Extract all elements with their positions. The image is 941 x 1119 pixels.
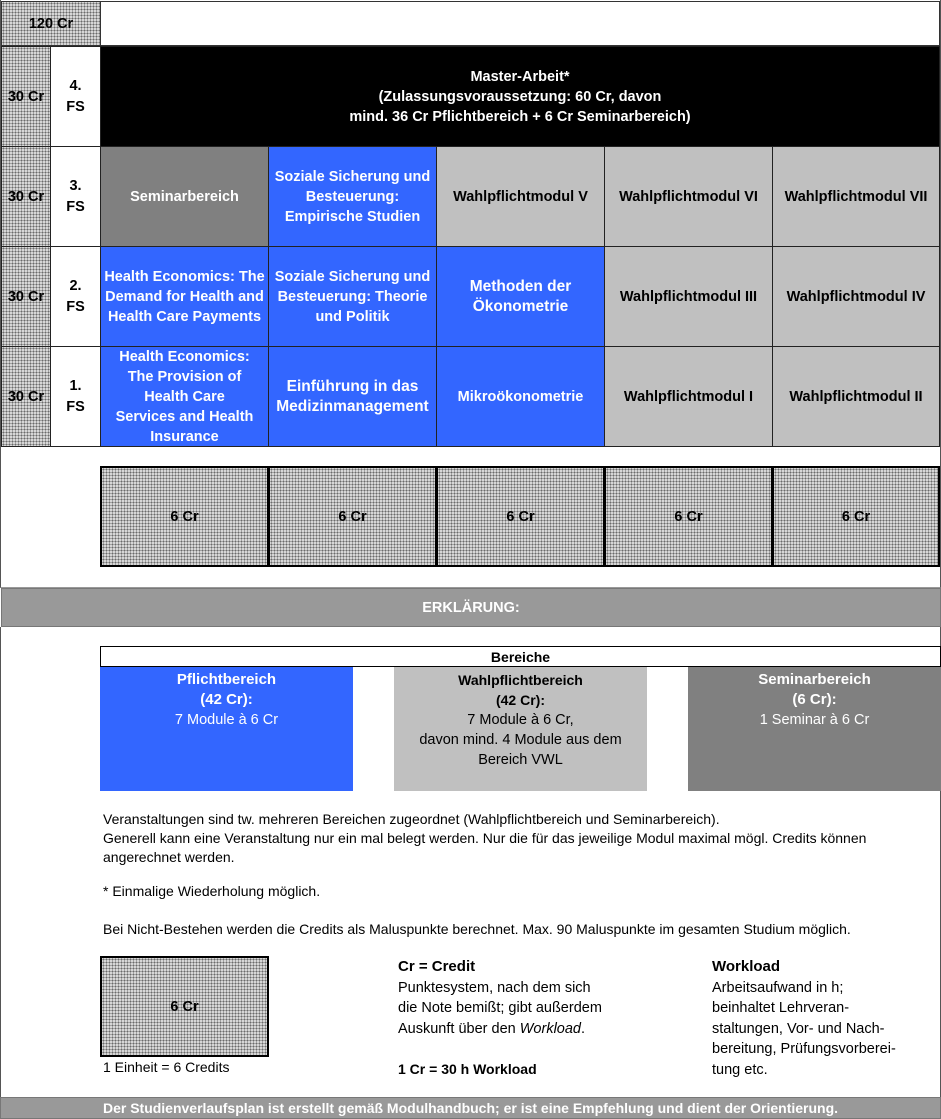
unit-box: 6 Cr bbox=[436, 466, 605, 567]
workload-line-2: beinhaltet Lehrveran- bbox=[712, 1000, 850, 1016]
credit-line-3: Auskunft über den Workload. bbox=[398, 1020, 586, 1037]
workload-line-5: tung etc. bbox=[712, 1061, 768, 1078]
note-1: Veranstaltungen sind tw. mehreren Bereichen zugeordnet (Wahlpflichtbereich und Seminarbereich). bbox=[103, 811, 720, 827]
module-wahlpflicht-7: Wahlpflichtmodul VII bbox=[772, 146, 940, 247]
unit-box: 6 Cr bbox=[268, 466, 437, 567]
area-wahlpflicht-desc-3: Bereich VWL bbox=[478, 752, 563, 768]
area-seminar-credits: (6 Cr): bbox=[792, 691, 837, 708]
module-mikrooekonometrie: Mikroökonometrie bbox=[436, 346, 605, 447]
semester-4-label: 4. FS bbox=[50, 46, 101, 147]
area-wahlpflicht-title: Wahlpflichtbereich bbox=[458, 672, 583, 688]
area-wahlpflicht bbox=[394, 667, 647, 791]
workload-definition bbox=[712, 957, 896, 1080]
semester-2-credits: 30 Cr bbox=[1, 246, 51, 347]
credit-definition bbox=[398, 957, 602, 1080]
areas-title: Bereiche bbox=[100, 646, 941, 667]
module-wahlpflicht-5: Wahlpflichtmodul V bbox=[436, 146, 605, 247]
area-pflicht-credits: (42 Cr): bbox=[200, 691, 253, 708]
unit-box: 6 Cr bbox=[100, 466, 269, 567]
module-wahlpflicht-2: Wahlpflichtmodul II bbox=[772, 346, 940, 447]
note-malus: Bei Nicht-Bestehen werden die Credits als Maluspunkte berechnet. Max. 90 Maluspunkte im gesamten Studium möglich. bbox=[103, 921, 851, 937]
module-health-economics-provision: Health Economics: The Provision of Health Care Services and Health Insurance bbox=[100, 346, 269, 447]
module-wahlpflicht-1: Wahlpflichtmodul I bbox=[604, 346, 773, 447]
total-credits: 120 Cr bbox=[1, 1, 101, 46]
semester-2-label: 2. FS bbox=[50, 246, 101, 347]
module-methoden-oekonometrie: Methoden der Ökonometrie bbox=[436, 246, 605, 347]
area-pflicht-title: Pflichtbereich bbox=[176, 671, 277, 688]
area-seminar bbox=[688, 667, 941, 791]
master-thesis-prereq: (Zulassungsvoraussetzung: 60 Cr, davon bbox=[378, 88, 662, 105]
module-wahlpflicht-4: Wahlpflichtmodul IV bbox=[772, 246, 940, 347]
legend-unit-caption: 1 Einheit = 6 Credits bbox=[103, 1059, 230, 1075]
explanation-header: ERKLÄRUNG: bbox=[1, 588, 941, 627]
module-medizinmanagement: Einführung in das Medizinmanagement bbox=[268, 346, 437, 447]
legend-unit-box: 6 Cr bbox=[100, 956, 269, 1057]
master-thesis-title: Master-Arbeit* bbox=[470, 68, 570, 85]
area-wahlpflicht-desc-2: davon mind. 4 Module aus dem bbox=[419, 732, 622, 748]
unit-box: 6 Cr bbox=[772, 466, 940, 567]
area-seminar-desc: 1 Seminar à 6 Cr bbox=[759, 712, 870, 728]
top-empty-cell bbox=[100, 1, 940, 46]
note-2: Generell kann eine Veranstaltung nur ein mal belegt werden. Nur die für das jeweilige Modul maximal mögl. Credits können bbox=[103, 830, 867, 846]
credit-line-1: Punktesystem, nach dem sich bbox=[398, 979, 591, 996]
workload-line-4: bereitung, Prüfungsvorberei- bbox=[712, 1041, 896, 1057]
credit-formula: 1 Cr = 30 h Workload bbox=[398, 1061, 537, 1077]
module-soziale-sicherung-empirisch: Soziale Sicherung und Besteuerung: Empirische Studien bbox=[268, 146, 437, 247]
semester-3-credits: 30 Cr bbox=[1, 146, 51, 247]
note-3: angerechnet werden. bbox=[103, 849, 235, 865]
note-asterisk: * Einmalige Wiederholung möglich. bbox=[103, 883, 321, 899]
credit-title: Cr = Credit bbox=[398, 958, 476, 975]
master-thesis-prereq-detail: mind. 36 Cr Pflichtbereich + 6 Cr Seminarbereich) bbox=[349, 108, 691, 125]
area-pflicht bbox=[100, 667, 353, 791]
semester-4-credits: 30 Cr bbox=[1, 46, 51, 147]
workload-line-1: Arbeitsaufwand in h; bbox=[712, 979, 844, 996]
module-wahlpflicht-6: Wahlpflichtmodul VI bbox=[604, 146, 773, 247]
workload-line-3: staltungen, Vor- und Nach- bbox=[712, 1020, 885, 1037]
semester-1-credits: 30 Cr bbox=[1, 346, 51, 447]
credit-line-2: die Note bemißt; gibt außerdem bbox=[398, 1000, 602, 1016]
area-pflicht-desc: 7 Module à 6 Cr bbox=[174, 712, 279, 728]
master-thesis bbox=[100, 46, 940, 147]
module-soziale-sicherung-theorie: Soziale Sicherung und Besteuerung: Theorie und Politik bbox=[268, 246, 437, 347]
semester-3-label: 3. FS bbox=[50, 146, 101, 247]
area-seminar-title: Seminarbereich bbox=[758, 671, 871, 688]
module-wahlpflicht-3: Wahlpflichtmodul III bbox=[604, 246, 773, 347]
workload-title: Workload bbox=[712, 958, 781, 975]
semester-1-label: 1. FS bbox=[50, 346, 101, 447]
footer-note: Der Studienverlaufsplan ist erstellt gemäß Modulhandbuch; er ist eine Empfehlung und dient der Orientierung. bbox=[0, 1097, 941, 1119]
area-wahlpflicht-credits: (42 Cr): bbox=[495, 692, 545, 708]
module-seminarbereich: Seminarbereich bbox=[100, 146, 269, 247]
unit-box: 6 Cr bbox=[604, 466, 773, 567]
module-health-economics-demand: Health Economics: The Demand for Health and Health Care Payments bbox=[100, 246, 269, 347]
area-wahlpflicht-desc-1: 7 Module à 6 Cr, bbox=[467, 712, 574, 728]
